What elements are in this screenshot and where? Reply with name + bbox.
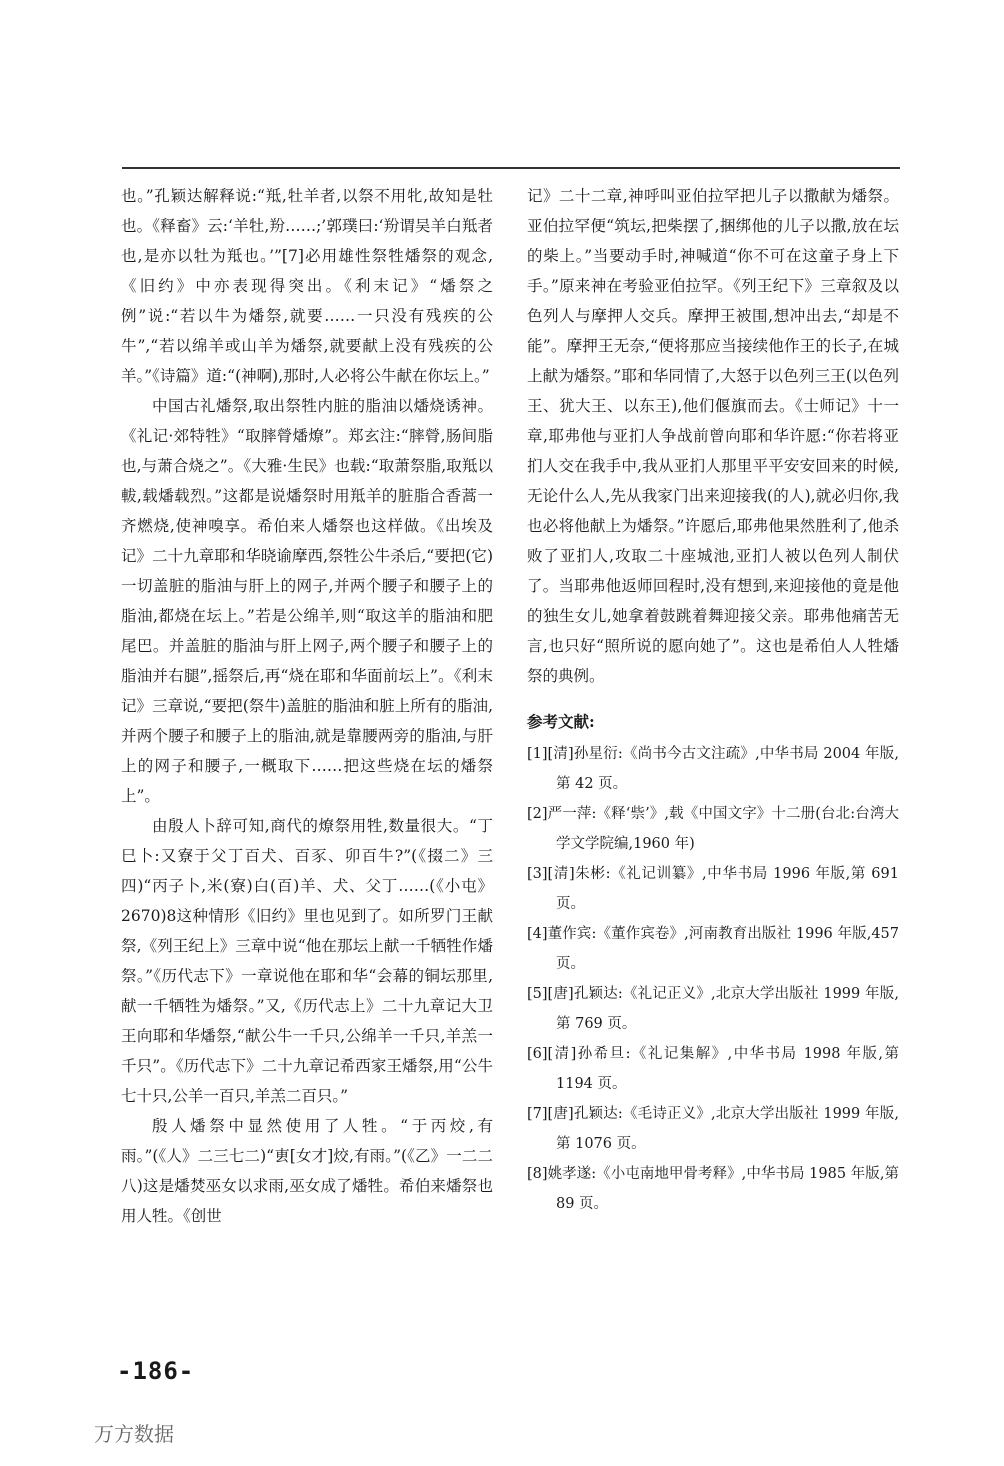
right-column — [527, 181, 899, 1219]
left-column — [121, 181, 493, 1231]
reference-item: [5][唐]孔颖达:《礼记正义》,北京大学出版社 1999 年版,第 769 页。 — [527, 986, 899, 1032]
paragraph: 殷人燔祭中显然使用了人牲。“于丙烄,有雨。”(《人》二三七二)“叀[女才]烄,有雨。”(《乙》一二二八)这是燔焚巫女以求雨,巫女成了燔牲。希伯来燔祭也用人牲。《创世 — [121, 1117, 493, 1225]
reference-item: [2]严一萍:《释‘祡’》,载《中国文字》十二册(台北:台湾大学文学院编,1960 年) — [527, 806, 899, 852]
references-list — [527, 739, 899, 1219]
reference-item: [8]姚孝遂:《小屯南地甲骨考释》,中华书局 1985 年版,第 89 页。 — [527, 1166, 899, 1212]
reference-item: [6][清]孙希旦:《礼记集解》,中华书局 1998 年版,第 1194 页。 — [527, 1046, 899, 1092]
page-number: -186- — [117, 1357, 195, 1385]
reference-item: [7][唐]孔颖达:《毛诗正义》,北京大学出版社 1999 年版,第 1076 页。 — [527, 1106, 899, 1152]
header-rule — [122, 167, 900, 169]
paragraph: 记》二十二章,神呼叫亚伯拉罕把儿子以撒献为燔祭。亚伯拉罕便“筑坛,把柴摆了,捆绑他的儿子以撒,放在坛的柴上。”当要动手时,神喊道“你不可在这童子身上下手。”原来神在考验亚伯拉罕。《列王纪下》三章叙及以色列人与摩押人交兵。摩押王被围,想冲出去,“却是不能”。摩押王无奈,“便将那应当接续他作王的长子,在城上献为燔祭。”耶和华同情了,大怒于以色列三王(以色列王、犹大王、以东王),他们偃旗而去。《士师记》十一章,耶弗他与亚扪人争战前曾向耶和华许愿:“你若将亚扪人交在我手中,我从亚扪人那里平平安安回来的时候,无论什么人,先从我家门出来迎接我(的人),就必归你,我也必将他献上为燔祭。”许愿后,耶弗他果然胜利了,他杀败了亚扪人,攻取二十座城池,亚扪人被以色列人制伏了。当耶弗他返师回程时,没有想到,来迎接他的竟是他的独生女儿,她拿着鼓跳着舞迎接父亲。耶弗他痛苦无言,也只好“照所说的愿向她了”。这也是希伯人人牲燔祭的典例。 — [527, 187, 899, 685]
watermark: 万方数据 — [94, 1422, 174, 1446]
paragraph: 由殷人卜辞可知,商代的燎祭用牲,数量很大。“丁巳卜:又寮于父丁百犬、百豕、卯百牛?”(《掇二》三四)“丙子卜,米(寮)白(百)羊、犬、父丁……(《小屯》2670)8这种情形《旧约》里也见到了。如所罗门王献祭,《列王纪上》三章中说“他在那坛上献一千牺牲作燔祭。”《历代志下》一章说他在耶和华“会幕的铜坛那里,献一千牺牲为燔祭。”又,《历代志上》二十九章记大卫王向耶和华燔祭,“献公牛一千只,公绵羊一千只,羊羔一千只”。《历代志下》二十九章记希西家王燔祭,用“公牛七十只,公羊一百只,羊羔二百只。” — [121, 817, 493, 1105]
reference-item: [1][清]孙星衍:《尚书今古文注疏》,中华书局 2004 年版,第 42 页。 — [527, 746, 899, 792]
references-heading: 参考文献: — [527, 712, 595, 731]
reference-item: [3][清]朱彬:《礼记训纂》,中华书局 1996 年版,第 691 页。 — [527, 866, 899, 912]
paragraph: 中国古礼燔祭,取出祭牲内脏的脂油以燔烧诱神。《礼记·郊特牲》“取膟膋燔燎”。郑玄注:“膟膋,肠间脂也,与萧合烧之”。《大雅·生民》也载:“取萧祭脂,取羝以軷,载燔载烈。”这都是说燔祭时用羝羊的脏脂合香蒿一齐燃烧,使神嗅享。希伯来人燔祭也这样做。《出埃及记》二十九章耶和华晓谕摩西,祭牲公牛杀后,“要把(它)一切盖脏的脂油与肝上的网子,并两个腰子和腰子上的脂油,都烧在坛上。”若是公绵羊,则“取这羊的脂油和肥尾巴。并盖脏的脂油与肝上网子,两个腰子和腰子上的脂油并右腿”,摇祭后,再“烧在耶和华面前坛上”。《利末记》三章说,“要把(祭牛)盖脏的脂油和脏上所有的脂油,并两个腰子和腰子上的脂油,就是靠腰两旁的脂油,与肝上的网子和腰子,一概取下……把这些烧在坛的燔祭上”。 — [121, 397, 493, 805]
right-paragraphs — [527, 181, 899, 691]
paragraph: 也。”孔颖达解释说:“羝,牡羊者,以祭不用牝,故知是牡也。《释畜》云:‘羊牡,羒……;’郭璞曰:‘羒谓吴羊白羝者也,是亦以牡为羝也。’”[7]必用雄性祭牲燔祭的观念,《旧约》中亦表现得突出。《利末记》“燔祭之例”说:“若以牛为燔祭,就要……一只没有残疾的公牛”,“若以绵羊或山羊为燔祭,就要献上没有残疾的公羊。”《诗篇》道:“(神啊),那时,人必将公牛献在你坛上。” — [121, 187, 493, 385]
reference-item: [4]董作宾:《董作宾卷》,河南教育出版社 1996 年版,457 页。 — [527, 926, 899, 972]
